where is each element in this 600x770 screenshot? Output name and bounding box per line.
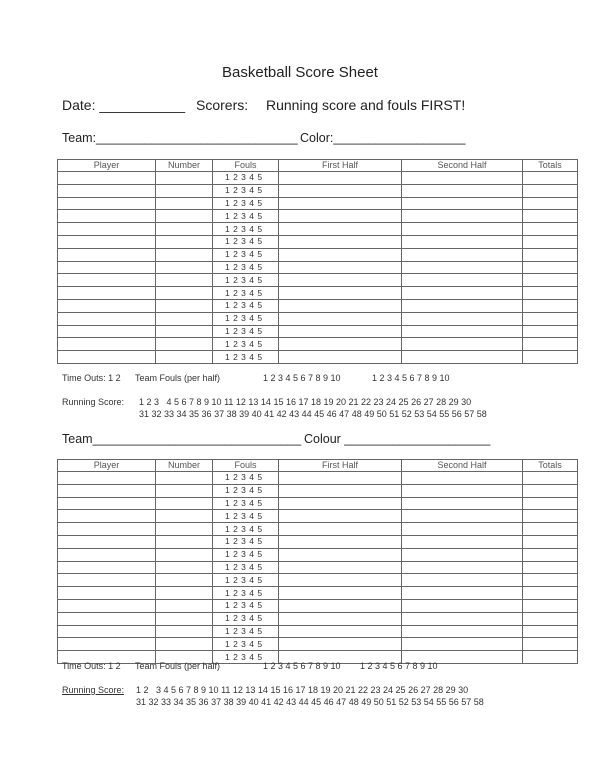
date-field[interactable]: Date: ___________	[62, 97, 185, 113]
second-half-cell[interactable]	[402, 184, 523, 197]
column-header-first-half: First Half	[279, 460, 402, 472]
column-header-player: Player	[58, 460, 156, 472]
first-half-cell[interactable]	[279, 587, 402, 600]
number-cell[interactable]	[156, 261, 213, 274]
table-row	[58, 325, 578, 338]
first-half-cell[interactable]	[279, 210, 402, 223]
fouls-cell[interactable]: 1 2 3 4 5	[213, 338, 279, 351]
team2-running-score-line1: 1 2 3 4 5 6 7 8 9 10 11 12 13 14 15 16 17 18 19 20 21 22 23 24 25 26 27 28 29 30	[136, 685, 469, 695]
totals-cell[interactable]	[523, 235, 578, 248]
fouls-cell[interactable]: 1 2 3 4 5	[213, 172, 279, 185]
table-row	[58, 612, 578, 625]
totals-cell[interactable]	[523, 574, 578, 587]
team2-player-rows	[58, 472, 578, 664]
fouls-cell[interactable]: 1 2 3 4 5	[213, 223, 279, 236]
first-half-cell[interactable]	[279, 612, 402, 625]
first-half-cell[interactable]	[279, 338, 402, 351]
second-half-cell[interactable]	[402, 351, 523, 364]
first-half-cell[interactable]	[279, 574, 402, 587]
first-half-cell[interactable]	[279, 535, 402, 548]
second-half-cell[interactable]	[402, 548, 523, 561]
team1-running-score-label: Running Score:	[62, 397, 125, 407]
column-header-number: Number	[156, 460, 213, 472]
first-half-cell[interactable]	[279, 184, 402, 197]
totals-cell[interactable]	[523, 651, 578, 664]
player-cell[interactable]	[58, 351, 156, 364]
player-cell[interactable]	[58, 638, 156, 651]
fouls-cell[interactable]: 1 2 3 4 5	[213, 638, 279, 651]
player-cell[interactable]	[58, 497, 156, 510]
second-half-cell[interactable]	[402, 612, 523, 625]
table-row	[58, 548, 578, 561]
player-cell[interactable]	[58, 172, 156, 185]
totals-cell[interactable]	[523, 197, 578, 210]
first-half-cell[interactable]	[279, 510, 402, 523]
fouls-cell[interactable]: 1 2 3 4 5	[213, 548, 279, 561]
table-row	[58, 574, 578, 587]
fouls-cell[interactable]: 1 2 3 4 5	[213, 599, 279, 612]
team2-name-field[interactable]: Team______________________________	[62, 432, 302, 446]
team1-fouls-first-half: 1 2 3 4 5 6 7 8 9 10	[263, 373, 341, 383]
second-half-cell[interactable]	[402, 172, 523, 185]
table-row	[58, 261, 578, 274]
fouls-cell[interactable]: 1 2 3 4 5	[213, 248, 279, 261]
totals-cell[interactable]	[523, 484, 578, 497]
page-title: Basketball Score Sheet	[222, 64, 378, 81]
second-half-cell[interactable]	[402, 287, 523, 300]
number-cell[interactable]	[156, 638, 213, 651]
first-half-cell[interactable]	[279, 561, 402, 574]
first-half-cell[interactable]	[279, 274, 402, 287]
totals-cell[interactable]	[523, 223, 578, 236]
number-cell[interactable]	[156, 351, 213, 364]
second-half-cell[interactable]	[402, 523, 523, 536]
table-row	[58, 274, 578, 287]
first-half-cell[interactable]	[279, 599, 402, 612]
number-cell[interactable]	[156, 299, 213, 312]
first-half-cell[interactable]	[279, 223, 402, 236]
second-half-cell[interactable]	[402, 325, 523, 338]
table-row	[58, 287, 578, 300]
number-cell[interactable]	[156, 235, 213, 248]
scorers-label: Scorers:	[196, 97, 249, 113]
column-header-fouls: Fouls	[213, 160, 279, 172]
first-half-cell[interactable]	[279, 235, 402, 248]
first-half-cell[interactable]	[279, 261, 402, 274]
table-row	[58, 235, 578, 248]
player-cell[interactable]	[58, 210, 156, 223]
column-header-totals: Totals	[523, 460, 578, 472]
totals-cell[interactable]	[523, 625, 578, 638]
table-row	[58, 338, 578, 351]
team1-color-field[interactable]: Color:___________________	[300, 131, 466, 145]
column-header-second-half: Second Half	[402, 460, 523, 472]
second-half-cell[interactable]	[402, 197, 523, 210]
table-row	[58, 172, 578, 185]
player-cell[interactable]	[58, 574, 156, 587]
second-half-cell[interactable]	[402, 625, 523, 638]
table-row	[58, 561, 578, 574]
player-cell[interactable]	[58, 625, 156, 638]
team2-score-table	[57, 459, 578, 664]
player-cell[interactable]	[58, 510, 156, 523]
team1-running-score-line1: 1 2 3 4 5 6 7 8 9 10 11 12 13 14 15 16 17 18 19 20 21 22 23 24 25 26 27 28 29 30	[139, 397, 472, 407]
team1-team-fouls-label: Team Fouls (per half)	[135, 373, 221, 383]
number-cell[interactable]	[156, 223, 213, 236]
totals-cell[interactable]	[523, 312, 578, 325]
table-row	[58, 248, 578, 261]
table-row	[58, 197, 578, 210]
second-half-cell[interactable]	[402, 535, 523, 548]
fouls-cell[interactable]: 1 2 3 4 5	[213, 612, 279, 625]
second-half-cell[interactable]	[402, 299, 523, 312]
totals-cell[interactable]	[523, 561, 578, 574]
totals-cell[interactable]	[523, 523, 578, 536]
second-half-cell[interactable]	[402, 235, 523, 248]
player-cell[interactable]	[58, 248, 156, 261]
number-cell[interactable]	[156, 612, 213, 625]
scorers-note: Running score and fouls FIRST!	[266, 97, 466, 113]
first-half-cell[interactable]	[279, 248, 402, 261]
team2-color-field[interactable]: Colour _____________________	[304, 432, 491, 446]
number-cell[interactable]	[156, 274, 213, 287]
player-cell[interactable]	[58, 561, 156, 574]
second-half-cell[interactable]	[402, 312, 523, 325]
number-cell[interactable]	[156, 325, 213, 338]
fouls-cell[interactable]: 1 2 3 4 5	[213, 351, 279, 364]
team1-timeouts: Time Outs: 1 2	[62, 373, 121, 383]
player-cell[interactable]	[58, 261, 156, 274]
first-half-cell[interactable]	[279, 638, 402, 651]
second-half-cell[interactable]	[402, 484, 523, 497]
number-cell[interactable]	[156, 472, 213, 485]
number-cell[interactable]	[156, 574, 213, 587]
fouls-cell[interactable]: 1 2 3 4 5	[213, 472, 279, 485]
second-half-cell[interactable]	[402, 574, 523, 587]
fouls-cell[interactable]: 1 2 3 4 5	[213, 184, 279, 197]
number-cell[interactable]	[156, 561, 213, 574]
number-cell[interactable]	[156, 248, 213, 261]
table-row	[58, 312, 578, 325]
number-cell[interactable]	[156, 210, 213, 223]
totals-cell[interactable]	[523, 287, 578, 300]
second-half-cell[interactable]	[402, 338, 523, 351]
player-cell[interactable]	[58, 287, 156, 300]
fouls-cell[interactable]: 1 2 3 4 5	[213, 510, 279, 523]
totals-cell[interactable]	[523, 338, 578, 351]
table-row	[58, 510, 578, 523]
column-header-first-half: First Half	[279, 160, 402, 172]
fouls-cell[interactable]: 1 2 3 4 5	[213, 312, 279, 325]
player-cell[interactable]	[58, 223, 156, 236]
number-cell[interactable]	[156, 172, 213, 185]
table-row	[58, 535, 578, 548]
first-half-cell[interactable]	[279, 625, 402, 638]
team2-fouls-second-half: 1 2 3 4 5 6 7 8 9 10	[360, 661, 438, 671]
fouls-cell[interactable]: 1 2 3 4 5	[213, 561, 279, 574]
second-half-cell[interactable]	[402, 599, 523, 612]
table-row	[58, 299, 578, 312]
fouls-cell[interactable]: 1 2 3 4 5	[213, 261, 279, 274]
fouls-cell[interactable]: 1 2 3 4 5	[213, 587, 279, 600]
table-row	[58, 497, 578, 510]
second-half-cell[interactable]	[402, 510, 523, 523]
totals-cell[interactable]	[523, 325, 578, 338]
number-cell[interactable]	[156, 587, 213, 600]
totals-cell[interactable]	[523, 274, 578, 287]
totals-cell[interactable]	[523, 351, 578, 364]
totals-cell[interactable]	[523, 510, 578, 523]
number-cell[interactable]	[156, 535, 213, 548]
table-row	[58, 625, 578, 638]
number-cell[interactable]	[156, 497, 213, 510]
second-half-cell[interactable]	[402, 497, 523, 510]
fouls-cell[interactable]: 1 2 3 4 5	[213, 287, 279, 300]
column-header-player: Player	[58, 160, 156, 172]
first-half-cell[interactable]	[279, 299, 402, 312]
totals-cell[interactable]	[523, 172, 578, 185]
fouls-cell[interactable]: 1 2 3 4 5	[213, 497, 279, 510]
player-cell[interactable]	[58, 299, 156, 312]
second-half-cell[interactable]	[402, 472, 523, 485]
player-cell[interactable]	[58, 612, 156, 625]
fouls-cell[interactable]: 1 2 3 4 5	[213, 484, 279, 497]
totals-cell[interactable]	[523, 548, 578, 561]
number-cell[interactable]	[156, 510, 213, 523]
first-half-cell[interactable]	[279, 197, 402, 210]
column-header-second-half: Second Half	[402, 160, 523, 172]
team2-fouls-first-half: 1 2 3 4 5 6 7 8 9 10	[263, 661, 341, 671]
player-cell[interactable]	[58, 523, 156, 536]
player-cell[interactable]	[58, 484, 156, 497]
totals-cell[interactable]	[523, 612, 578, 625]
column-header-totals: Totals	[523, 160, 578, 172]
fouls-cell[interactable]: 1 2 3 4 5	[213, 274, 279, 287]
second-half-cell[interactable]	[402, 223, 523, 236]
table-row	[58, 484, 578, 497]
totals-cell[interactable]	[523, 497, 578, 510]
second-half-cell[interactable]	[402, 561, 523, 574]
player-cell[interactable]	[58, 312, 156, 325]
team2-team-fouls-label: Team Fouls (per half)	[135, 661, 221, 671]
number-cell[interactable]	[156, 548, 213, 561]
first-half-cell[interactable]	[279, 472, 402, 485]
totals-cell[interactable]	[523, 184, 578, 197]
second-half-cell[interactable]	[402, 638, 523, 651]
first-half-cell[interactable]	[279, 484, 402, 497]
player-cell[interactable]	[58, 235, 156, 248]
number-cell[interactable]	[156, 184, 213, 197]
number-cell[interactable]	[156, 287, 213, 300]
table-row	[58, 523, 578, 536]
player-cell[interactable]	[58, 338, 156, 351]
team2-running-score-label: Running Score:	[62, 685, 125, 695]
table-row	[58, 184, 578, 197]
first-half-cell[interactable]	[279, 523, 402, 536]
table-row	[58, 587, 578, 600]
fouls-cell[interactable]: 1 2 3 4 5	[213, 325, 279, 338]
fouls-cell[interactable]: 1 2 3 4 5	[213, 197, 279, 210]
first-half-cell[interactable]	[279, 172, 402, 185]
fouls-cell[interactable]: 1 2 3 4 5	[213, 523, 279, 536]
totals-cell[interactable]	[523, 599, 578, 612]
team1-player-rows	[58, 172, 578, 364]
totals-cell[interactable]	[523, 299, 578, 312]
player-cell[interactable]	[58, 599, 156, 612]
player-cell[interactable]	[58, 472, 156, 485]
second-half-cell[interactable]	[402, 274, 523, 287]
number-cell[interactable]	[156, 338, 213, 351]
table-row	[58, 472, 578, 485]
column-header-fouls: Fouls	[213, 460, 279, 472]
first-half-cell[interactable]	[279, 312, 402, 325]
team1-name-field[interactable]: Team:_____________________________	[62, 131, 298, 145]
player-cell[interactable]	[58, 548, 156, 561]
totals-cell[interactable]	[523, 248, 578, 261]
player-cell[interactable]	[58, 535, 156, 548]
first-half-cell[interactable]	[279, 351, 402, 364]
number-cell[interactable]	[156, 312, 213, 325]
fouls-cell[interactable]: 1 2 3 4 5	[213, 651, 279, 664]
number-cell[interactable]	[156, 625, 213, 638]
second-half-cell[interactable]	[402, 248, 523, 261]
table-row	[58, 351, 578, 364]
team1-running-score-line2: 31 32 33 34 35 36 37 38 39 40 41 42 43 44 45 46 47 48 49 50 51 52 53 54 55 56 57 58	[139, 409, 487, 419]
number-cell[interactable]	[156, 523, 213, 536]
fouls-cell[interactable]: 1 2 3 4 5	[213, 625, 279, 638]
player-cell[interactable]	[58, 184, 156, 197]
totals-cell[interactable]	[523, 261, 578, 274]
second-half-cell[interactable]	[402, 261, 523, 274]
team1-score-table	[57, 159, 578, 364]
table-row	[58, 210, 578, 223]
player-cell[interactable]	[58, 197, 156, 210]
totals-cell[interactable]	[523, 638, 578, 651]
number-cell[interactable]	[156, 599, 213, 612]
first-half-cell[interactable]	[279, 497, 402, 510]
column-header-number: Number	[156, 160, 213, 172]
team2-running-score-line2: 31 32 33 34 35 36 37 38 39 40 41 42 43 44 45 46 47 48 49 50 51 52 53 54 55 56 57 58	[136, 697, 484, 707]
team1-fouls-second-half: 1 2 3 4 5 6 7 8 9 10	[372, 373, 450, 383]
player-cell[interactable]	[58, 587, 156, 600]
totals-cell[interactable]	[523, 210, 578, 223]
table-row	[58, 638, 578, 651]
first-half-cell[interactable]	[279, 548, 402, 561]
fouls-cell[interactable]: 1 2 3 4 5	[213, 235, 279, 248]
player-cell[interactable]	[58, 325, 156, 338]
fouls-cell[interactable]: 1 2 3 4 5	[213, 299, 279, 312]
player-cell[interactable]	[58, 274, 156, 287]
totals-cell[interactable]	[523, 472, 578, 485]
table-row	[58, 599, 578, 612]
number-cell[interactable]	[156, 484, 213, 497]
team2-timeouts: Time Outs: 1 2	[62, 661, 121, 671]
totals-cell[interactable]	[523, 587, 578, 600]
totals-cell[interactable]	[523, 535, 578, 548]
table-row	[58, 223, 578, 236]
first-half-cell[interactable]	[279, 325, 402, 338]
fouls-cell[interactable]: 1 2 3 4 5	[213, 574, 279, 587]
second-half-cell[interactable]	[402, 587, 523, 600]
first-half-cell[interactable]	[279, 287, 402, 300]
second-half-cell[interactable]	[402, 210, 523, 223]
fouls-cell[interactable]: 1 2 3 4 5	[213, 535, 279, 548]
number-cell[interactable]	[156, 197, 213, 210]
fouls-cell[interactable]: 1 2 3 4 5	[213, 210, 279, 223]
